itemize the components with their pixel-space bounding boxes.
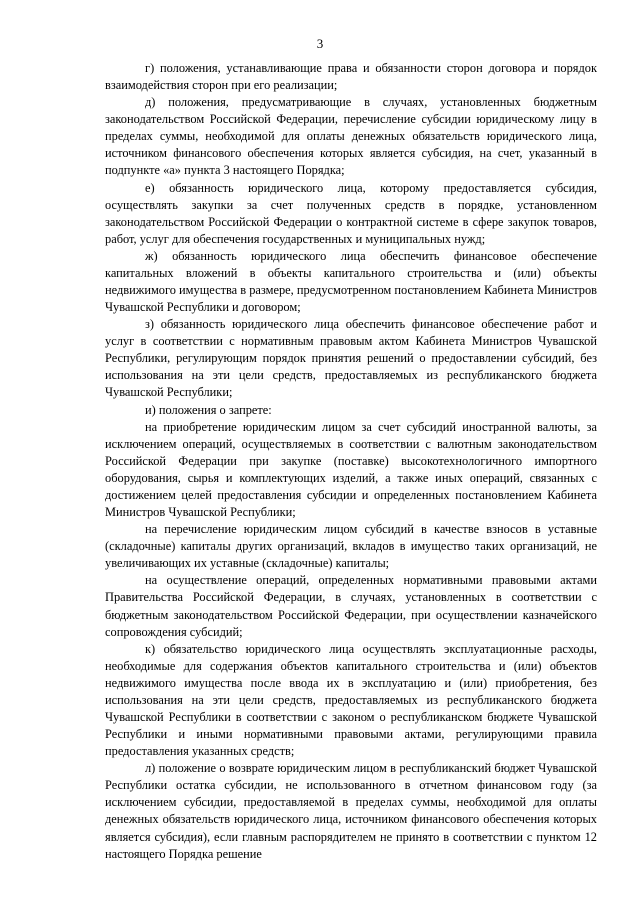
document-body [105,60,597,863]
page-number: 3 [316,36,324,51]
paragraph-d: д) положения, предусматривающие в случаях, установленных бюджетным законодательством Российской Федерации, перечисление субсидии юридическому лицу в пределах суммы, необходимой для оплаты денежных обязательств юридического лица, источником финансового обеспечения которых является субсидия, на счет, указанный в подпункте «а» пункта 3 настоящего Порядка; [105,95,597,178]
paragraph-i-operations: на осуществление операций, определенных нормативными правовыми актами Правительства Российской Федерации, в случаях, установленных в соответствии с бюджетным законодательством Российской Федерации, при осуществлении казначейского сопровождения субсидий; [105,573,597,639]
paragraph-i: и) положения о запрете: [145,402,272,417]
paragraph-e: е) обязанность юридического лица, которому предоставляется субсидия, осуществлять закупки за счет полученных средств в порядке, установленном законодательством Российской Федерации о контрактной системе в сфере закупок товаров, работ, услуг для обеспечения государственных и муниципальных нужд; [105,180,597,246]
paragraph-g: г) положения, устанавливающие права и обязанности сторон договора и порядок взаимодействия сторон при его реализации; [105,61,597,93]
paragraph-i-currency: на приобретение юридическим лицом за счет субсидий иностранной валюты, за исключением операций, осуществляемых в соответствии с валютным законодательством Российской Федерации при закупке (поставке) высокотехнологичного импортного оборудования, сырья и комплектующих изделий, а также иных операций, связанных с достижением целей предоставления субсидии и определенных постановлением Кабинета Министров Чувашской Республики; [105,419,597,520]
paragraph-l: л) положение о возврате юридическим лицом в республиканский бюджет Чувашской Республики остатка субсидии, не использованного в отчетном финансовом году (за исключением субсидии, предоставляемой в пределах суммы, необходимой для оплаты денежных обязательств юридического лица, источником финансового обеспечения которых является субсидия), если главным распорядителем не принято в соответствии с пунктом 12 настоящего Порядка решение [105,761,597,861]
paragraph-zh: ж) обязанность юридического лица обеспечить финансовое обеспечение капитальных вложений в объекты капитального строительства и (или) объекты недвижимого имущества в размере, предусмотренном постановлением Кабинета Министров Чувашской Республики и договором; [105,248,597,315]
paragraph-k: к) обязательство юридического лица осуществлять эксплуатационные расходы, необходимые для содержания объектов капитального строительства и (или) объектов недвижимого имущества после ввода их в эксплуатацию и (или) приобретения, без использования на эти цели средств, предоставляемых из республиканского бюджета Чувашской Республики в соответствии с законом о республиканском бюджете Чувашской Республики и иными нормативными правовыми актами, регулирующими правила предоставления указанных средств; [105,641,597,759]
paragraph-i-capital: на перечисление юридическим лицом субсидий в качестве взносов в уставные (складочные) капиталы других организаций, вкладов в имущество таких организаций, не увеличивающих их уставные (складочные) капиталы; [105,522,597,571]
paragraph-z: з) обязанность юридического лица обеспечить финансовое обеспечение работ и услуг в соответствии с нормативным правовым актом Кабинета Министров Чувашской Республики, регулирующим порядок принятия решений о предоставлении субсидий, без использования на эти цели средств, предоставляемых из республиканского бюджета Чувашской Республики; [105,317,597,400]
